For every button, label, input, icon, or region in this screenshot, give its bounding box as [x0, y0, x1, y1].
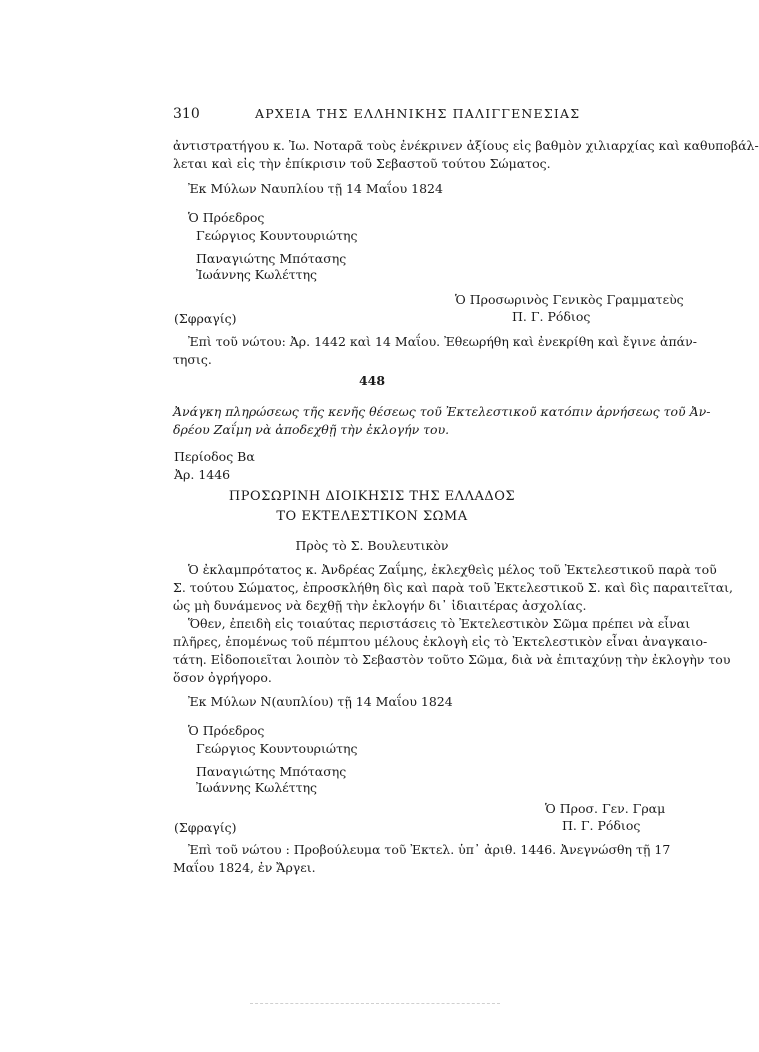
doc448-body-line-6: τάτη. Εἰδοποιεῖται λοιπὸν τὸ Σεβαστὸν τοῦτο Σῶμα, διὰ νὰ ἐπιταχύνῃ τὴν ἐκλογὴν του	[173, 652, 731, 667]
doc447-place-date: Ἐκ Μύλων Ναυπλίου τῇ 14 Μαΐου 1824	[188, 181, 443, 196]
doc447-body-line-1: ἀντιστρατήγου κ. Ἰω. Νοταρᾶ τοὺς ἐνέκρινεν ἀξίους εἰς βαθμὸν χιλιαρχίας καὶ καθυποβάλ-	[173, 138, 759, 153]
doc448-addressee: Πρὸς τὸ Σ. Βουλευτικὸν	[295, 538, 449, 553]
doc448-summary-line-2: δρέου Ζαΐμη νὰ ἀποδεχθῇ τὴν ἐκλογήν του.	[173, 422, 450, 437]
doc447-president-title: Ὁ Πρόεδρος	[188, 210, 265, 225]
doc448-place-date: Ἐκ Μύλων Ν(αυπλίου) τῇ 14 Μαΐου 1824	[188, 694, 453, 709]
doc448-member-2: Ἰωάννης Κωλέττης	[196, 780, 318, 795]
document-number: 448	[358, 373, 386, 388]
doc448-body-line-4: Ὅθεν, ἐπειδὴ εἰς τοιαύτας περιστάσεις τὸ Ἐκτελεστικὸν Σῶμα πρέπει νὰ εἶναι	[188, 616, 691, 631]
doc448-period: Περίοδος Βα	[174, 449, 255, 464]
doc447-seal: (Σφραγίς)	[174, 311, 237, 326]
doc448-body-line-5: πλῆρες, ἑπομένως τοῦ πέμπτου μέλους ἐκλογὴ εἰς τὸ Ἐκτελεστικὸν εἶναι ἀναγκαιο-	[173, 634, 708, 649]
doc448-body-line-1: Ὁ ἐκλαμπρότατος κ. Ἀνδρέας Ζαΐμης, ἐκλεχθεὶς μέλος τοῦ Ἐκτελεστικοῦ παρὰ τοῦ	[188, 562, 717, 577]
doc447-member-2: Ἰωάννης Κωλέττης	[196, 267, 318, 282]
doc448-body-line-2: Σ. τούτου Σώματος, ἐπροσκλήθη δὶς καὶ παρὰ τοῦ Ἐκτελεστικοῦ Σ. καὶ δὶς παραιτεῖται,	[173, 580, 734, 595]
doc447-secretary-title: Ὁ Προσωρινὸς Γενικὸς Γραμματεὺς	[455, 292, 684, 307]
doc448-archive-number: Ἀρ. 1446	[174, 467, 231, 482]
doc447-secretary-name: Π. Γ. Ρόδιος	[512, 309, 591, 324]
doc448-seal: (Σφραγίς)	[174, 820, 237, 835]
page-number: 310	[173, 106, 200, 122]
doc448-secretary-title: Ὁ Προσ. Γεν. Γραμ	[545, 801, 666, 816]
doc447-president-name: Γεώργιος Κουντουριώτης	[196, 228, 358, 243]
doc447-endorsement-line-1: Ἐπὶ τοῦ νώτου: Ἀρ. 1442 καὶ 14 Μαΐου. Ἐθεωρήθη καὶ ἐνεκρίθη καὶ ἔγινε ἀπάν-	[188, 334, 697, 349]
doc448-endorsement-line-2: Μαΐου 1824, ἐν Ἄργει.	[173, 860, 316, 875]
doc448-president-title: Ὁ Πρόεδρος	[188, 723, 265, 738]
scan-artifact-divider	[250, 1003, 500, 1005]
doc448-heading-line-1: ΠΡΟΣΩΡΙΝΗ ΔΙΟΙΚΗΣΙΣ ΤΗΣ ΕΛΛΑΔΟΣ	[228, 489, 516, 504]
doc448-heading-line-2: ΤΟ ΕΚΤΕΛΕΣΤΙΚΟΝ ΣΩΜΑ	[276, 509, 468, 524]
doc448-body-line-3: ὡς μὴ δυνάμενος νὰ δεχθῇ τὴν ἐκλογήν δι᾽ ἰδιαιτέρας ἀσχολίας.	[173, 598, 587, 613]
doc447-member-1: Παναγιώτης Μπότασης	[196, 251, 347, 266]
doc448-endorsement-line-1: Ἐπὶ τοῦ νώτου : Προβούλευμα τοῦ Ἐκτελ. ὑπ᾽ ἀριθ. 1446. Ἀνεγνώσθη τῇ 17	[188, 842, 671, 857]
doc447-endorsement-line-2: τησις.	[173, 352, 212, 367]
doc447-body-line-2: λεται καὶ εἰς τὴν ἐπίκρισιν τοῦ Σεβαστοῦ τούτου Σώματος.	[173, 156, 551, 171]
doc448-body-line-7: ὅσον ὀγρήγορο.	[173, 670, 272, 685]
doc448-secretary-name: Π. Γ. Ρόδιος	[562, 818, 641, 833]
doc448-member-1: Παναγιώτης Μπότασης	[196, 764, 347, 779]
doc448-summary-line-1: Ἀνάγκη πληρώσεως τῆς κενῆς θέσεως τοῦ Ἐκτελεστικοῦ κατόπιν ἀρνήσεως τοῦ Ἀν-	[173, 404, 711, 419]
doc448-president-name: Γεώργιος Κουντουριώτης	[196, 741, 358, 756]
running-title: ΑΡΧΕΙΑ ΤΗΣ ΕΛΛΗΝΙΚΗΣ ΠΑΛΙΓΓΕΝΕΣΙΑΣ	[255, 106, 581, 121]
